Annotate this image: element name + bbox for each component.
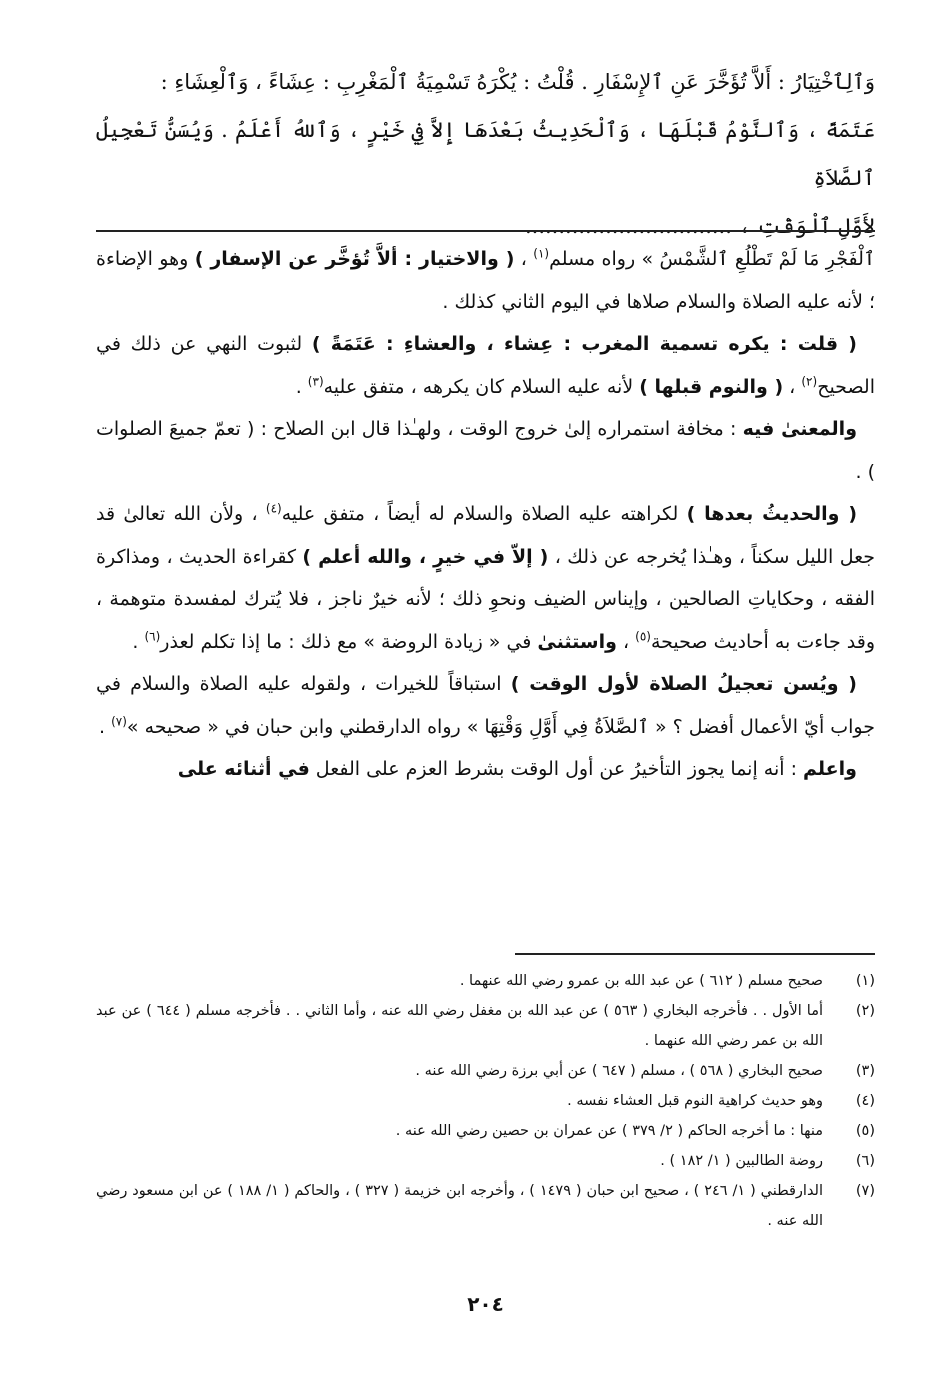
footnote-item <box>96 1176 875 1236</box>
book-page <box>96 0 875 1377</box>
footnote-number: (٧) <box>855 1183 875 1199</box>
commentary-text: في « زيادة الروضة » مع ذلك : ما إذا تكلم لعذر <box>160 630 538 653</box>
quoted-matn: ( والنوم قبلها ) <box>639 375 784 398</box>
commentary-text: استباقاً للخيرات ، ولقوله عليه الصلاة والسلام في جواب أيّ الأعمال أفضل ؟ « ٱلصَّلاَةُ فِي أَوَّلِ وَقْتِهَا » رواه الدارقطني وابن حبان في « صحيحه » <box>96 673 875 738</box>
commentary-text: . <box>132 630 145 653</box>
commentary-text: في أثنائه على <box>177 758 310 780</box>
commentary-block <box>96 238 875 791</box>
quoted-matn: ( ويُسن تعجيلُ الصلاة لأول الوقت ) <box>510 673 857 695</box>
commentary-text: وهو الإضاءة ؛ لأنه عليه الصلاة والسلام صلاها في اليوم الثاني كذلك . <box>96 248 875 313</box>
matn-divider <box>96 230 875 232</box>
footnotes-block <box>96 966 875 1236</box>
footnote-ref[interactable]: (٣) <box>307 374 324 389</box>
commentary-text: . <box>295 375 308 398</box>
footnote-ref[interactable]: (١) <box>533 246 550 261</box>
footnote-text: روضة الطالبين ( ١/ ١٨٢ ) . <box>660 1153 823 1169</box>
footnote-ref[interactable]: (٧) <box>111 714 127 729</box>
commentary-paragraph <box>96 238 875 323</box>
footnote-text: صحيح مسلم ( ٦١٢ ) عن عبد الله بن عمرو رضي الله عنهما . <box>459 973 823 989</box>
commentary-text: ، ولأن الله تعالىٰ قد جعل الليل سكناً ، وهـٰذا يُخرجه عن ذلك ، <box>96 503 875 568</box>
footnote-number: (٤) <box>855 1093 875 1109</box>
commentary-paragraph <box>96 323 875 408</box>
footnote-number: (٣) <box>855 1063 875 1079</box>
footnote-ref[interactable]: (٥) <box>635 629 651 644</box>
commentary-paragraph <box>96 748 875 791</box>
commentary-text: ، <box>783 375 802 398</box>
matn-line: عَتَمَةً ، وَٱلنَّوْمُ قَبْلَهَا ، وَٱلْحَدِيثُ بَعْدَهَا إِلاَّ فِي خَيْرٍ ، وَٱللهُ أَعْلَمُ . وَيُسَنُّ تَعْجِيلُ ٱلصَّلاَةِ <box>96 118 875 190</box>
term-heading: والمعنىٰ فيه <box>742 418 857 440</box>
footnote-text: منها : ما أخرجه الحاكم ( ٢/ ٣٧٩ ) عن عمران بن حصين رضي الله عنه . <box>395 1123 823 1139</box>
commentary-text: كقراءة الحديث ، ومذاكرة الفقه ، وحكاياتِ الصالحين ، وإيناس الضيف ونحوِ ذلك ؛ لأنه خيرٌ ناجز ، فلا يُترك لمفسدة متوهمة ، وقد جاءت به أحاديث صحيحة <box>96 545 875 653</box>
term-heading: واعلم <box>803 758 857 780</box>
quoted-matn: ( والحديثُ بعدها ) <box>686 503 858 525</box>
footnote-ref[interactable]: (٤) <box>265 501 282 516</box>
commentary-paragraph <box>96 408 875 493</box>
footnote-number: (٥) <box>855 1123 875 1139</box>
commentary-text: : مخافة استمراره إلىٰ خروج الوقت ، ولهـٰذا قال ابن الصلاح : ( تعمّ جميعَ الصلوات ) . <box>96 418 875 483</box>
footnote-item <box>96 966 875 996</box>
matn-line-text: لِأَوَّلِ ٱلْوَقْتِ ، <box>738 214 875 238</box>
commentary-text: : أنه إنما يجوز التأخيرُ عن أول الوقت بشرط العزم على الفعل <box>309 758 804 780</box>
footnote-number: (٢) <box>855 1003 875 1019</box>
footnote-ref[interactable]: (٦) <box>144 629 161 644</box>
commentary-paragraph <box>96 493 875 663</box>
footnote-item <box>96 1146 875 1176</box>
commentary-text: ، <box>514 248 534 270</box>
quoted-matn: ( والاختيار : ألاَّ تُؤخَّر عن الإسفار ) <box>194 248 515 270</box>
footnote-divider <box>515 953 875 955</box>
page-number: ٢٠٤ <box>467 1292 504 1316</box>
quoted-matn: ( قلت : يكره تسمية المغرب : عِشاء ، والعشاءِ : عَتَمَةً ) <box>311 333 857 355</box>
commentary-text: لأنه عليه السلام كان يكرهه ، متفق عليه <box>323 375 640 398</box>
footnote-number: (٦) <box>855 1153 875 1169</box>
footnote-text: وهو حديث كراهية النوم قبل العشاء نفسه . <box>567 1093 823 1109</box>
footnote-item <box>96 1116 875 1146</box>
footnote-item <box>96 1056 875 1086</box>
matn-block <box>96 58 875 250</box>
commentary-text: ٱلْفَجْرِ مَا لَمْ تَطْلُعِ ٱلشَّمْسُ » رواه مسلم <box>549 248 876 270</box>
footnote-number: (١) <box>855 973 875 989</box>
footnote-text: صحيح البخاري ( ٥٦٨ ) ، مسلم ( ٦٤٧ ) عن أبي برزة رضي الله عنه . <box>415 1063 823 1079</box>
footnote-text: الدارقطني ( ١/ ٢٤٦ ) ، صحيح ابن حبان ( ١٤٧٩ ) ، وأخرجه ابن خزيمة ( ٣٢٧ ) ، والحاكم ( ١/ ١٨٨ ) عن ابن مسعود رضي الله عنه . <box>96 1183 823 1229</box>
footnote-ref[interactable]: (٢) <box>801 374 818 389</box>
commentary-text: لكراهته عليه الصلاة والسلام له أيضاً ، متفق عليه <box>281 503 687 525</box>
commentary-text: . <box>98 715 112 738</box>
quoted-matn: ( إلاّ في خيرٍ ، والله أعلم ) <box>302 545 549 568</box>
footnote-item <box>96 1086 875 1116</box>
term-heading: واستثنىٰ <box>537 630 617 653</box>
ellipsis-dots: ............................... <box>524 214 732 238</box>
commentary-text: ، <box>616 630 636 653</box>
commentary-text: لثبوت النهي عن ذلك في الصحيح <box>96 333 875 398</box>
footnote-text: أما الأول . . فأخرجه البخاري ( ٥٦٣ ) عن عبد الله بن مغفل رضي الله عنه ، وأما الثاني . . فأخرجه مسلم ( ٦٤٤ ) عن عبد الله بن عمر رضي الله عنهما . <box>96 1003 823 1049</box>
commentary-paragraph <box>96 663 875 748</box>
footnote-item <box>96 996 875 1056</box>
matn-line: وَٱلِٱخْتِيَارُ : أَلاَّ تُؤَخَّرَ عَنِ ٱلإِسْفَارِ . قُلْتُ : يُكْرَهُ تَسْمِيَةُ ٱلْمَغْرِبِ : عِشَاءً ، وَٱلْعِشَاءِ : <box>160 70 875 94</box>
